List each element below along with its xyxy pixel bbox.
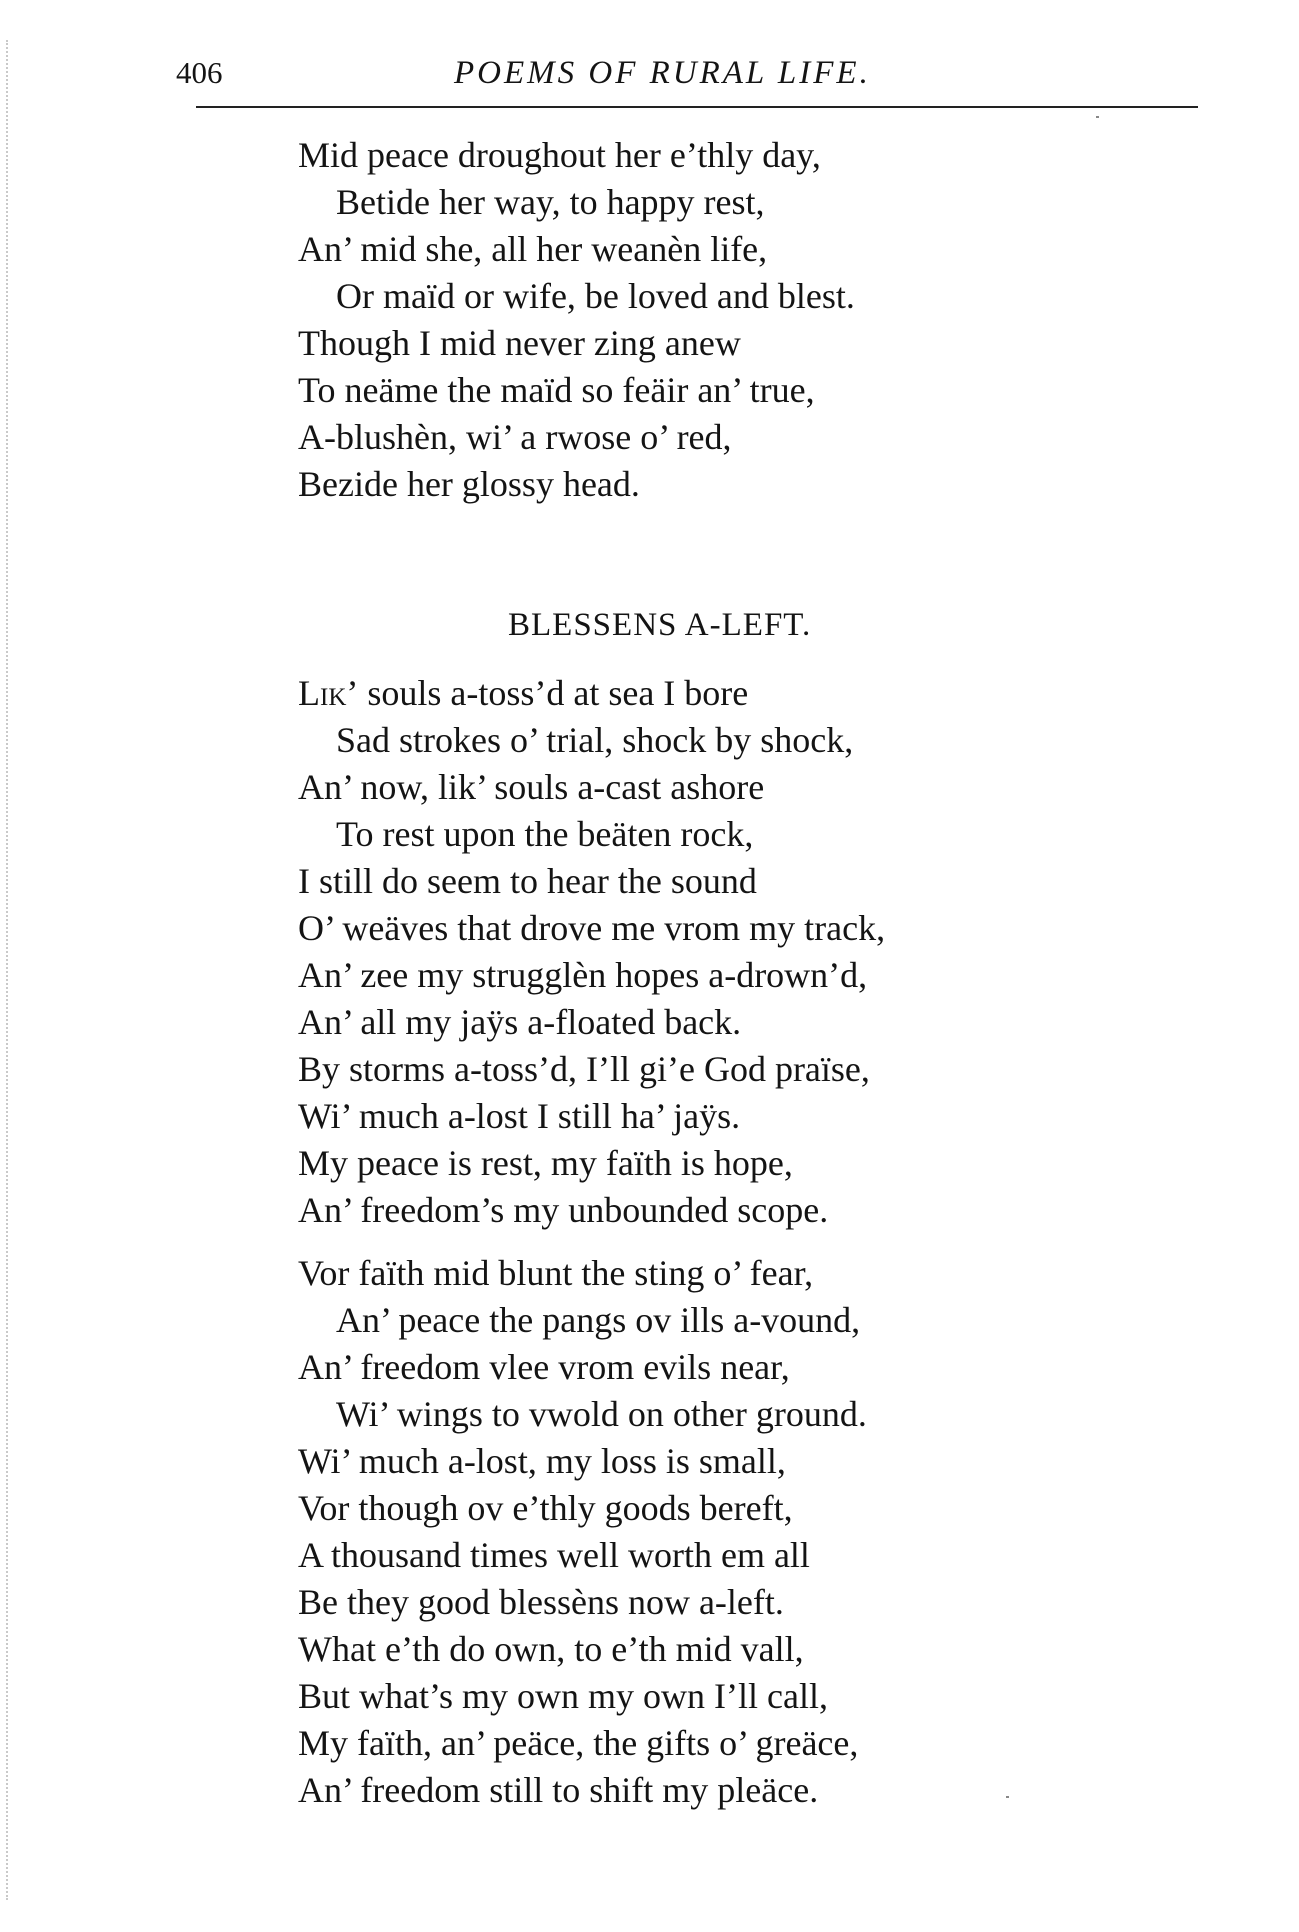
poem-line: An’ zee my strugglèn hopes a-drown’d, — [298, 955, 868, 995]
poem-line: Though I mid never zing anew — [298, 323, 741, 363]
poem-line: Wi’ much a-lost, my loss is small, — [298, 1441, 786, 1481]
poem-line: O’ weäves that drove me vrom my track, — [298, 908, 886, 948]
stanza-one — [298, 670, 1118, 1234]
poem-line: Bezide her glossy head. — [298, 464, 640, 504]
poem-line: An’ all my jaÿs a-floated back. — [298, 1002, 742, 1042]
first-line-rest: souls a-toss’d at sea I bore — [358, 673, 749, 713]
page-number: 406 — [176, 55, 223, 90]
poem-line: What e’th do own, to e’th mid vall, — [298, 1629, 804, 1669]
poem-line: To rest upon the beäten rock, — [336, 814, 754, 854]
poem-title: BLESSENS A-LEFT. — [508, 607, 812, 643]
print-speck — [1096, 116, 1099, 118]
running-head — [176, 50, 1196, 96]
poem-line: Or maïd or wife, be loved and blest. — [336, 276, 855, 316]
poem-line: An’ freedom’s my unbounded scope. — [298, 1190, 829, 1230]
poem-line: I still do seem to hear the sound — [298, 861, 757, 901]
poem-line: By storms a-toss’d, I’ll gi’e God praïse, — [298, 1049, 870, 1089]
poem-line: But what’s my own my own I’ll call, — [298, 1676, 828, 1716]
poem-line: Wi’ wings to vwold on other ground. — [336, 1394, 867, 1434]
poem-line: An’ freedom vlee vrom evils near, — [298, 1347, 790, 1387]
poem-line: Vor faïth mid blunt the sting o’ fear, — [298, 1253, 814, 1293]
print-speck — [1006, 1796, 1009, 1798]
header-rule — [196, 106, 1198, 108]
poem-line: Vor though ov e’thly goods bereft, — [298, 1488, 793, 1528]
stanza-two — [298, 1250, 1118, 1814]
running-title: POEMS OF RURAL LIFE. — [454, 55, 871, 91]
poem-line: Mid peace droughout her e’thly day, — [298, 135, 821, 175]
poem-line: An’ now, lik’ souls a-cast ashore — [298, 767, 765, 807]
poem-line: A-blushèn, wi’ a rwose o’ red, — [298, 417, 732, 457]
poem-line: Betide her way, to happy rest, — [336, 182, 765, 222]
poem-line: An’ freedom still to shift my pleäce. — [298, 1770, 819, 1810]
poem-line: My peace is rest, my faïth is hope, — [298, 1143, 793, 1183]
poem-line: Wi’ much a-lost I still ha’ jaÿs. — [298, 1096, 741, 1136]
poem-line: A thousand times well worth em all — [298, 1535, 810, 1575]
poem-line: Sad strokes o’ trial, shock by shock, — [336, 720, 854, 760]
poem-line: Be they good blessèns now a-left. — [298, 1582, 784, 1622]
poem-line: An’ mid she, all her weanèn life, — [298, 229, 768, 269]
poem-line: To neäme the maïd so feäir an’ true, — [298, 370, 815, 410]
continued-stanza — [298, 132, 1118, 508]
poem-line: An’ peace the pangs ov ills a-vound, — [336, 1300, 861, 1340]
poem-line: My faïth, an’ peäce, the gifts o’ greäce, — [298, 1723, 859, 1763]
opening-word: Lik’ — [298, 673, 359, 713]
page-edge-shadow — [6, 40, 8, 1900]
poem-first-line — [298, 670, 1118, 717]
